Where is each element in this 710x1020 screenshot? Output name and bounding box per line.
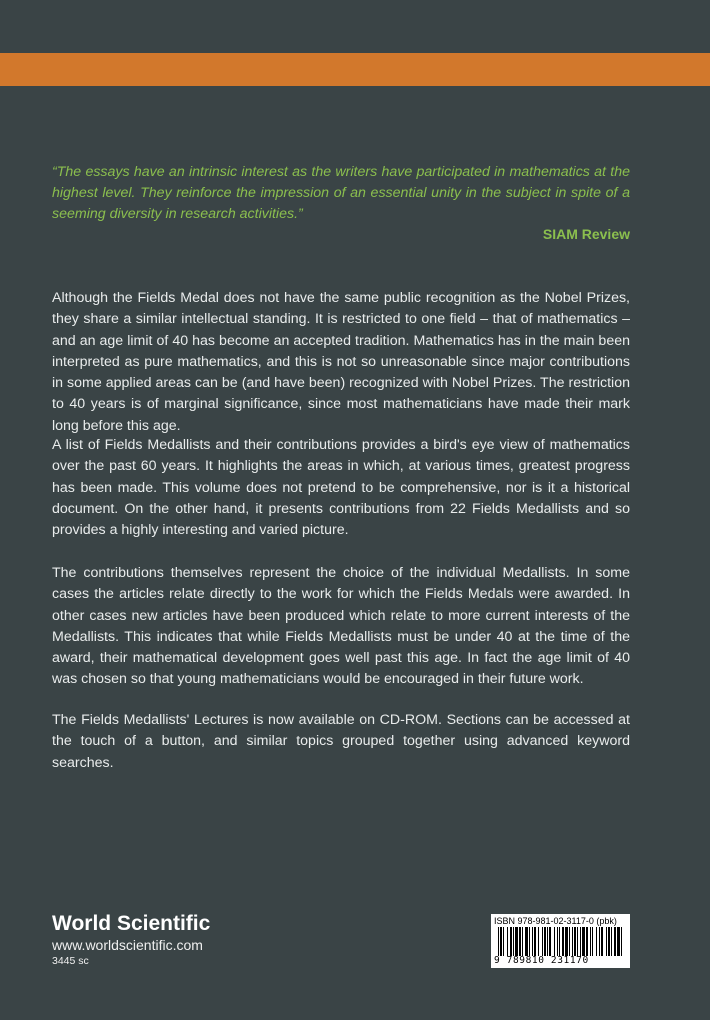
barcode — [491, 914, 630, 968]
barcode-bar — [515, 927, 518, 956]
barcode-bar — [547, 927, 548, 956]
accent-band — [0, 53, 710, 86]
barcode-bar — [572, 927, 573, 956]
barcode-bar — [608, 927, 610, 956]
barcode-bar — [519, 927, 521, 956]
barcode-bar — [503, 927, 504, 956]
body-paragraph: The contributions themselves represent the choice of the individual Medallists. In some cases the articles relate directly to the work for which the Fields Medals were awarded. In other cases new articles have been produced which relate to more current interests of the Medallists. This indicates that while Fields Medallists must be under 40 at the time of the award, their mathematical development goes well past this age. In fact the age limit of 40 was chosen so that young mathematicians would be encouraged in their future work. — [52, 565, 630, 688]
barcode-bar — [538, 927, 539, 956]
top-strip — [0, 0, 710, 53]
barcode-bar — [557, 927, 558, 956]
barcode-bar — [522, 927, 523, 956]
review-quote: “The essays have an intrinsic interest as the writers have participated in mathematics at the highest level. They reinforce the impression of an essential unity in the subject in spite of a seeming diversity in research activities.” — [52, 164, 630, 222]
barcode-bar — [544, 927, 546, 956]
barcode-bar — [559, 927, 560, 956]
barcode-bar — [549, 927, 551, 956]
body-paragraph: Although the Fields Medal does not have the same public recognition as the Nobel Prizes, they share a similar intellectual standing. It is restricted to one field – that of mathematics – and an age limit of 40 has become an accepted tradition. Mathematics has in the main been interpreted as pure mathematics, and this is not so unreasonable since major contributions in some applied areas can be (and have been) recognized with Nobel Prizes. The restriction to 40 years is of marginal significance, since most mathematicians have made their mark long before this age. — [52, 290, 630, 434]
barcode-bar — [601, 927, 603, 956]
barcode-bar — [580, 927, 581, 956]
barcode-bar — [569, 927, 570, 956]
body-paragraph: The Fields Medallists' Lectures is now available on CD-ROM. Sections can be accessed at the touch of a button, and similar topics grouped together using advanced keyword searches. — [52, 712, 630, 771]
barcode-bar — [532, 927, 533, 956]
barcode-bar — [586, 927, 588, 956]
barcode-bar — [498, 927, 499, 956]
quote-source: SIAM Review — [542, 226, 630, 242]
publisher-url[interactable]: www.worldscientific.com — [52, 937, 203, 953]
barcode-bar — [510, 927, 512, 956]
barcode-bar — [562, 927, 564, 956]
barcode-bar — [513, 927, 514, 956]
publisher-code: 3445 sc — [52, 955, 89, 967]
barcode-bar — [534, 927, 536, 956]
barcode-bar — [577, 927, 578, 956]
barcode-bar — [614, 927, 616, 956]
barcode-bar — [611, 927, 612, 956]
body-paragraph: A list of Fields Medallists and their contributions provides a bird's eye view of mathematics over the past 60 years. It highlights the areas in which, at various times, greatest progress has been made. This volume does not pretend to be comprehensive, nor is it a historical document. On the other hand, it presents contributions from 22 Fields Medallists and so provides a highly interesting and varied picture. — [52, 437, 630, 539]
barcode-bar — [507, 927, 508, 956]
barcode-bar — [592, 927, 593, 956]
barcode-bar — [565, 927, 568, 956]
barcode-bar — [554, 927, 555, 956]
barcode-bar — [542, 927, 543, 956]
barcode-bar — [617, 927, 620, 956]
barcode-bar — [606, 927, 607, 956]
barcode-number: 9 789810 231170 — [494, 955, 589, 966]
barcode-bar — [500, 927, 502, 956]
publisher-name: World Scientific — [52, 912, 211, 935]
barcode-bar — [574, 927, 576, 956]
barcode-bar — [525, 927, 528, 956]
barcode-bar — [529, 927, 530, 956]
barcode-icon — [494, 927, 627, 956]
barcode-bar — [590, 927, 591, 956]
isbn-label: ISBN 978-981-02-3117-0 (pbk) — [494, 916, 617, 926]
publisher-block — [52, 912, 210, 968]
barcode-bar — [599, 927, 600, 956]
barcode-bar — [582, 927, 585, 956]
barcode-bar — [596, 927, 597, 956]
barcode-bar — [621, 927, 622, 956]
